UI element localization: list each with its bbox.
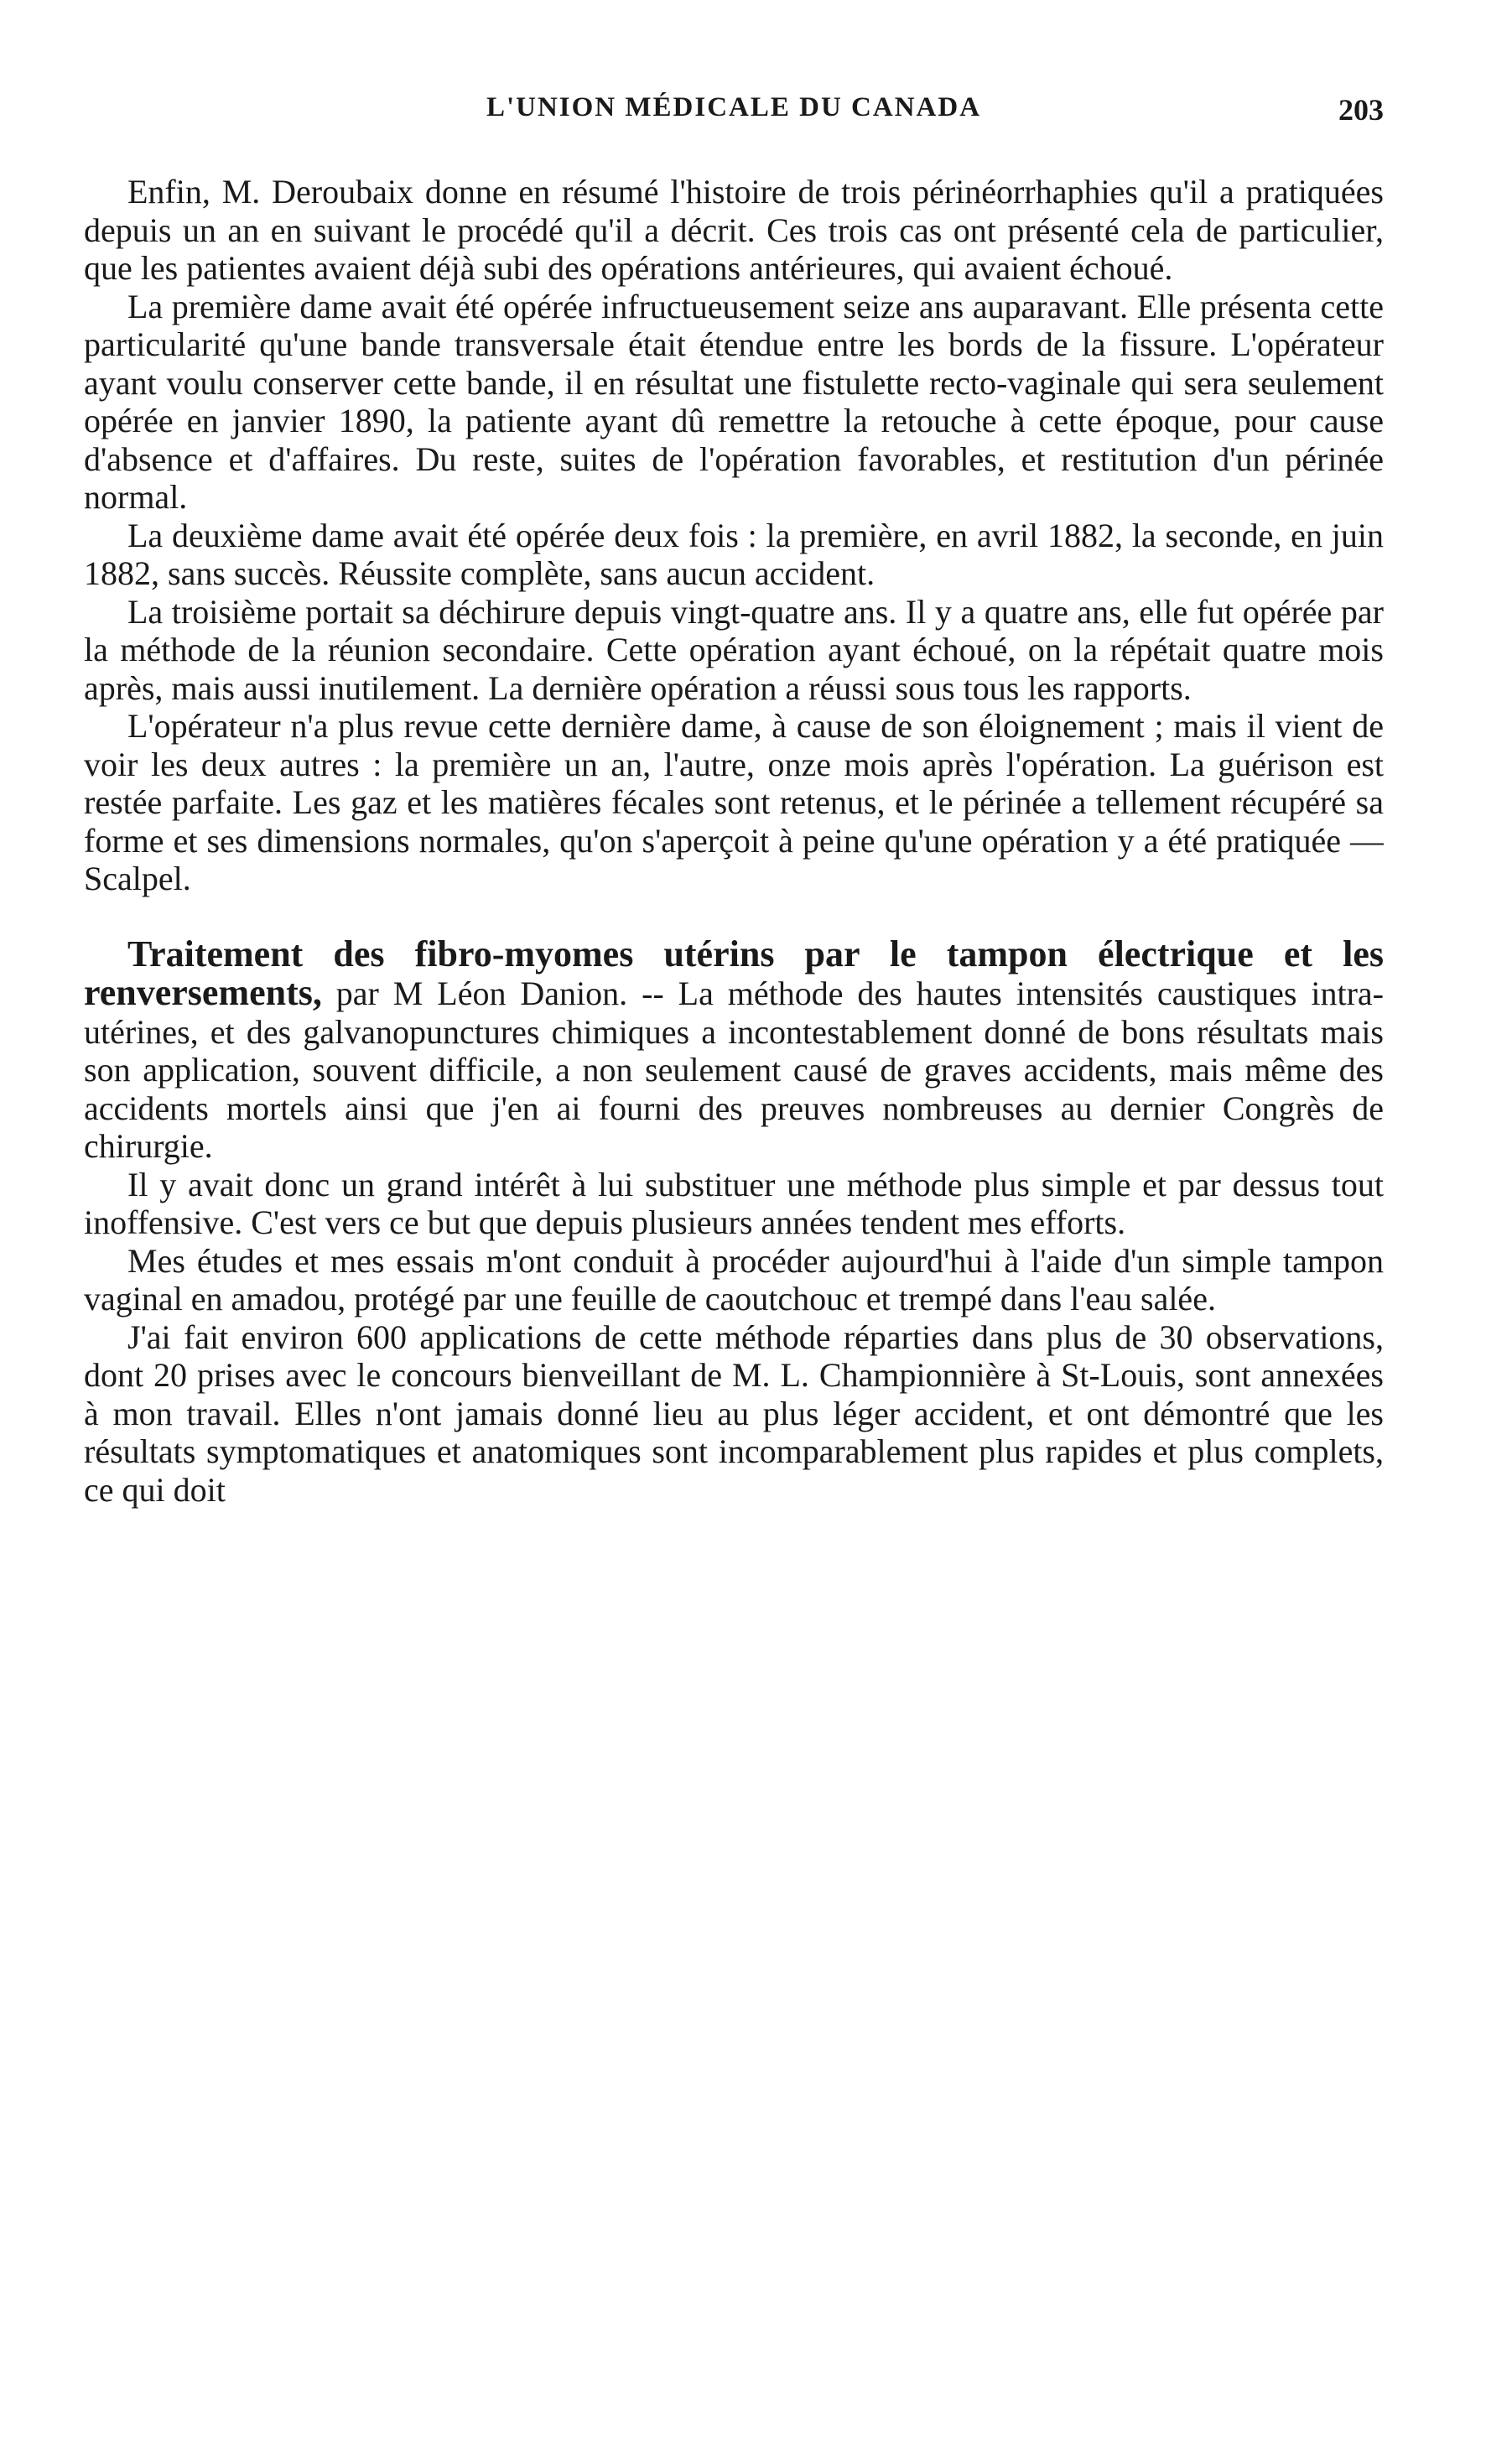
paragraph: Mes études et mes essais m'ont conduit à procéder aujourd'hui à l'aide d'un simple tampon vaginal en amadou, protégé par une feuille de caoutchouc et trempé dans l'eau salée. [84,1241,1384,1317]
paragraph: L'opérateur n'a plus revue cette dernière dame, à cause de son éloignement ; mais il vient de voir les deux autres : la première un an, l'autre, onze mois après l'opération. La guérison est restée parfaite. Les gaz et les matières fécales sont retenus, et le périnée a tellement récupéré sa forme et ses dimensions normales, qu'on s'aperçoit à peine qu'une opération y a été pratiquée —Scalpel. [84,707,1384,897]
page-number: 203 [1338,93,1384,127]
article-byline: par M Léon Danion. -- La méthode des hautes intensités caustiques intra-utérines, et des galvanopunctures chimiques a incontestablement donné de bons résultats mais son application, souvent difficile, a non seulement causé de graves accidents, mais même des accidents mortels ainsi que j'en ai fourni des preuves nombreuses au dernier Congrès de chirurgie. [84,974,1384,1165]
journal-page [84,92,1384,2424]
section-deroubaix [84,173,1384,898]
running-header [84,92,1384,143]
paragraph: La deuxième dame avait été opérée deux fois : la première, en avril 1882, la seconde, en juin 1882, sans succès. Réussite complète, sans aucun accident. [84,516,1384,592]
paragraph: Il y avait donc un grand intérêt à lui substituer une méthode plus simple et par dessus tout inoffensive. C'est vers ce but que depuis plusieurs années tendent mes efforts. [84,1165,1384,1241]
article-title: Traitement des fibro-myomes utérins par le tampon électrique et les renversements, [84,933,1384,1013]
section-gap [84,898,1384,935]
paragraph: J'ai fait environ 600 applications de cette méthode réparties dans plus de 30 observations, dont 20 prises avec le concours bienveillant de M. L. Championnière à St-Louis, sont annexées à mon travail. Elles n'ont jamais donné lieu au plus léger accident, et ont démontré que les résultats symptomatiques et anatomiques sont incomparablement plus rapides et plus complets, ce qui doit [84,1317,1384,1509]
paragraph: La troisième portait sa déchirure depuis vingt-quatre ans. Il y a quatre ans, elle fut opérée par la méthode de la réunion secondaire. Cette opération ayant échoué, on la répétait quatre mois après, mais aussi inutilement. La dernière opération a réussi sous tous les rapports. [84,592,1384,707]
article-lead-paragraph [84,935,1384,1166]
running-title: L'UNION MÉDICALE DU CANADA [486,92,982,122]
paragraph: La première dame avait été opérée infructueusement seize ans auparavant. Elle présenta cette particularité qu'une bande transversale était étendue entre les bords de la fissure. L'opérateur ayant voulu conserver cette bande, il en résultat une fistulette recto-vaginale qui sera seulement opérée en janvier 1890, la patiente ayant dû remettre la retouche à cette époque, pour cause d'absence et d'affaires. Du reste, suites de l'opération favorables, et restitution d'un périnée normal. [84,287,1384,516]
paragraph: Enfin, M. Deroubaix donne en résumé l'histoire de trois périnéorrhaphies qu'il a pratiquées depuis un an en suivant le procédé qu'il a décrit. Ces trois cas ont présenté cela de particulier, que les patientes avaient déjà subi des opérations antérieures, qui avaient échoué. [84,173,1384,287]
section-danion [84,935,1384,1510]
